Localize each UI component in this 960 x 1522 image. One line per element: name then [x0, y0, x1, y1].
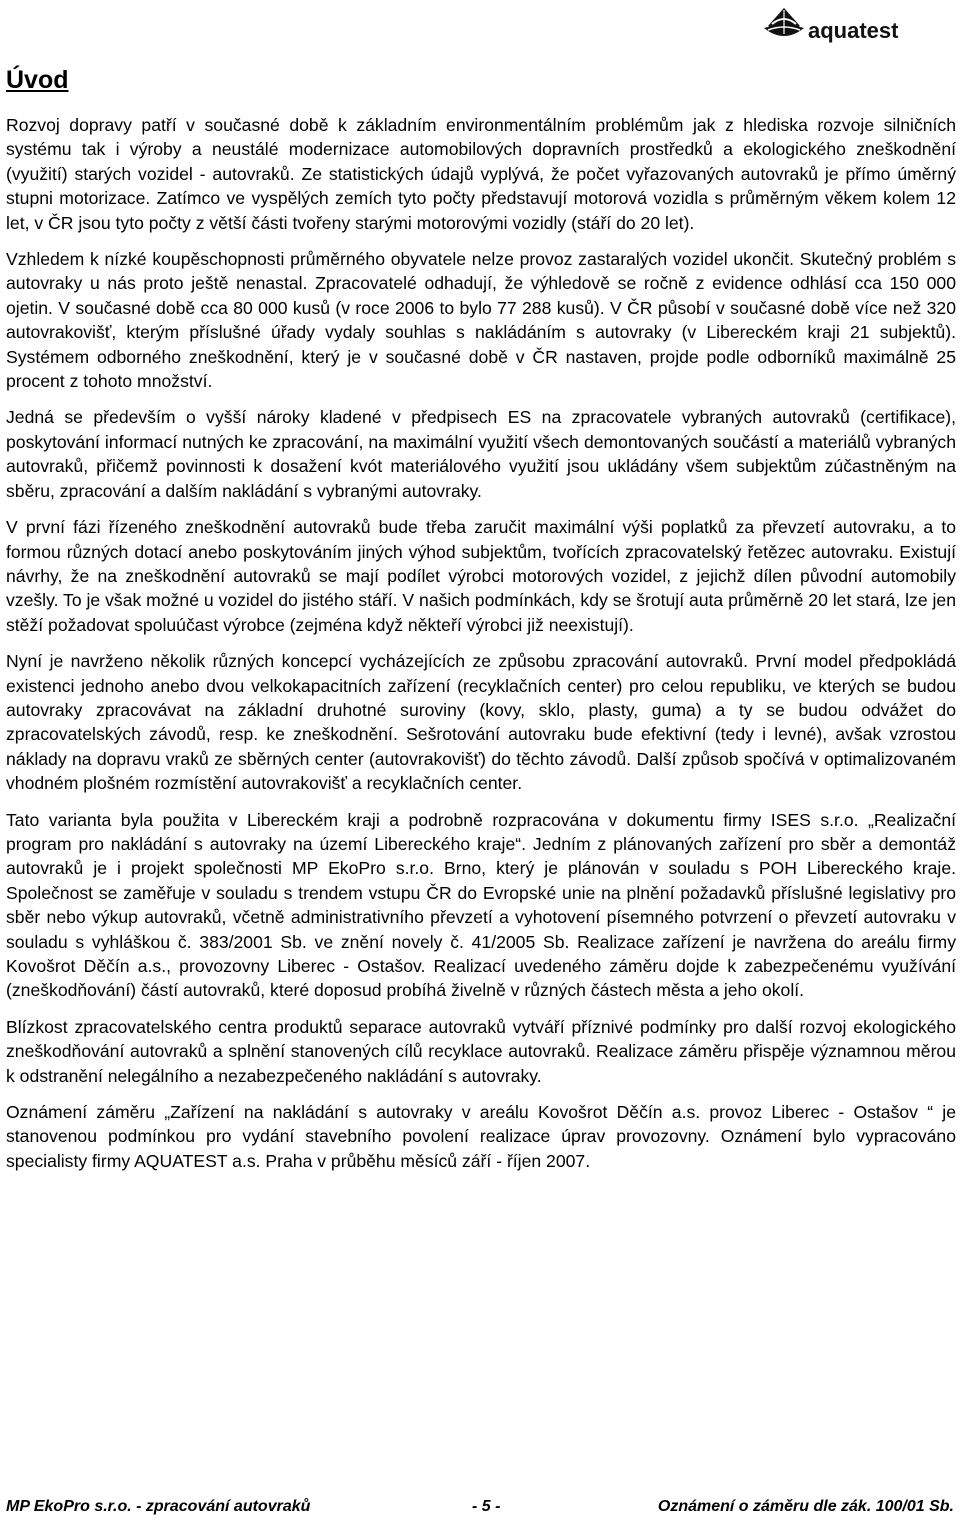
section-title: Úvod: [6, 66, 69, 94]
page-footer: [6, 1498, 954, 1520]
paragraph-4: V první fázi řízeného zneškodnění autovraků bude třeba zaručit maximální výši poplatků za převzetí autovraku, a to formou různých dotací anebo poskytováním jiných výhod subjektům, tvořících zpracovatelský řetězec autovraku. Existují návrhy, že na zneškodnění autovraků se mají podílet výrobci motorových vozidel, z jejichž dílen původní automobily vzešly. To je však možné u vozidel do jistého stáří. V našich podmínkách, kdy se šrotují auta průměrně 20 let stará, lze jen stěží požadovat spoluúčast výrobce (zejména když někteří výrobci již neexistují).: [6, 517, 956, 635]
paragraph-7: Blízkost zpracovatelského centra produktů separace autovraků vytváří příznivé podmínky pro další rozvoj ekologického zneškodňování autovraků a splnění stanovených cílů recyklace autovraků. Realizace záměru přispěje významnou měrou k odstranění nelegálního a nezabezpečeného nakládání s autovraky.: [6, 1016, 956, 1086]
paragraph-5: Nyní je navrženo několik různých koncepcí vycházejících ze způsobu zpracování autovraků. První model předpokládá existenci jednoho anebo dvou velkokapacitních zařízení (recyklačních center) pro celou republiku, ve kterých se budou autovraky zpracovávat na základní druhotné suroviny (kovy, sklo, plasty, guma) a ty se budou odvážet do zpracovatelských závodů, resp. ke zneškodnění. Sešrotování autovraku bude efektivní (tedy i levné), avšak vzrostou náklady na dopravu vraků ze sběrných center (autovrakovišť) do těchto závodů. Další způsob spočívá v optimalizovaném vhodném plošném rozmístění autovrakovišť a recyklačních center.: [6, 651, 956, 794]
footer-document-title: Oznámení o záměru dle zák. 100/01 Sb.: [657, 1498, 954, 1515]
aquatest-logo: [754, 4, 954, 44]
logo-wordmark: aquatest: [808, 18, 899, 43]
paragraph-2: Vzhledem k nízké koupěschopnosti průměrného obyvatele nelze provoz zastaralých vozidel ukončit. Skutečný problém s autovraky u nás proto ještě nenastal. Zpracovatelé odhadují, že výhledově se ročně z evidence odhlásí cca 150 000 ojetin. V současné době cca 80 000 kusů (v roce 2006 to bylo 77 288 kusů). V ČR působí v současné době více než 320 autovrakovišť, kterým příslušné úřady vydaly souhlas s nakládáním s autovraky (v Libereckém kraji 21 subjektů). Systémem odborného zneškodnění, který je v současné době v ČR nastaven, projde podle odborníků maximálně 25 procent z tohoto množství.: [6, 249, 956, 392]
paragraph-6: Tato varianta byla použita v Libereckém kraji a podrobně rozpracována v dokumentu firmy ISES s.r.o. „Realizační program pro nakládání s autovraky na území Libereckého kraje“. Jedním z plánovaných zařízení pro sběr a demontáž autovraků je i projekt společnosti MP EkoPro s.r.o. Brno, který je plánován v souladu s POH Libereckého kraje. Společnost se zaměřuje v souladu s trendem vstupu ČR do Evropské unie na plnění požadavků příslušné legislativy pro sběr nebo výkup autovraků, včetně administrativního převzetí a vyhotovení písemného potvrzení o převzetí autovraku v souladu s vyhláškou č. 383/2001 Sb. ve znění novely č. 41/2005 Sb. Realizace zařízení je navržena do areálu firmy Kovošrot Děčín a.s., provozovny Liberec - Ostašov. Realizací uvedeného záměru dojde k zabezpečenému využívání (zneškodňování) částí autovraků, které doposud probíhá živelně v různých částech města a jeho okolí.: [6, 809, 956, 1001]
paragraph-1: Rozvoj dopravy patří v současné době k základním environmentálním problémům jak z hlediska rozvoje silničních systému tak i výroby a neustálé modernizace automobilových dopravních prostředků a ekologického zneškodnění (využití) starých vozidel - autovraků. Ze statistických údajů vyplývá, že počet vyřazovaných autovraků je přímo úměrný stupni motorizace. Zatímco ve vyspělých zemích tyto počty představují motorová vozidla s průměrným věkem kolem 12 let, v ČR jsou tyto počty z větší části tvořeny starými motorovými vozidly (stáří do 20 let).: [6, 115, 956, 233]
footer-company: MP EkoPro s.r.o. - zpracování autovraků: [6, 1498, 311, 1515]
body-text: [6, 113, 956, 1185]
footer-page-number: - 5 -: [472, 1498, 501, 1515]
logo-globe-icon: [764, 8, 804, 36]
paragraph-3: Jedná se především o vyšší nároky kladené v předpisech ES na zpracovatele vybraných autovraků (certifikace), poskytování informací nutných ke zpracování, na maximální využití všech demontovaných součástí a materiálů vybraných autovraků, přičemž povinnosti k dosažení kvót materiálového využití jsou ukládány všem subjektům zúčastněným na sběru, zpracování a dalším nakládání s vybranými autovraky.: [6, 407, 956, 501]
paragraph-8: Oznámení záměru „Zařízení na nakládání s autovraky v areálu Kovošrot Děčín a.s. provoz Liberec - Ostašov “ je stanovenou podmínkou pro vydání stavebního povolení realizace úprav provozovny. Oznámení bylo vypracováno specialisty firmy AQUATEST a.s. Praha v průběhu měsíců září - říjen 2007.: [6, 1102, 956, 1171]
